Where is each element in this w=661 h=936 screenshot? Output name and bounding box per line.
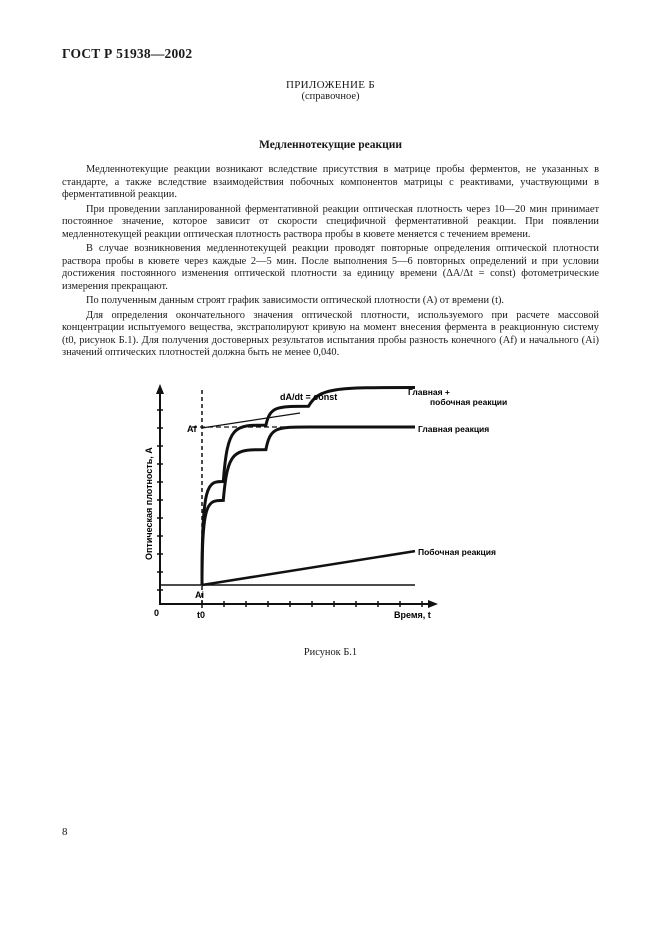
appendix-subtitle: (справочное)	[301, 91, 360, 102]
reaction-chart	[140, 380, 508, 630]
paragraph: По полученным данным строят график зависимости оптической плотности (A) от времени (t).	[86, 295, 505, 306]
paragraph: В случае возникновения медленнотекущей реакции проводят повторные определения оптической плотности раствора пробы в кювете через каждые 2—5 мин. После выполнения 5—6 повторных определений и при условии достижения постоянного изменения оптической плотности за единицу времени (ΔA/Δt = const) фотометрические измерения прекращают.	[62, 243, 599, 292]
series-label-main: Главная реакция	[418, 424, 490, 434]
series-label-main-plus-side: Главная + побочная реакции	[408, 387, 508, 407]
paragraph: Медленнотекущие реакции возникают вследствие присутствия в матрице пробы ферментов, не указанных в стандарте, а также вследствие взаимодействия побочных компонентов матрицы с реактивами, участвующими в ферментативной реакции.	[62, 164, 599, 200]
af-label: Af	[187, 424, 197, 434]
series-side	[202, 551, 415, 585]
section-title: Медленнотекущие реакции	[259, 139, 402, 151]
y-axis-arrow	[156, 384, 164, 394]
ai-label: Ai	[195, 590, 204, 600]
series-label-side: Побочная реакция	[418, 547, 496, 557]
body-text	[62, 164, 599, 362]
x-axis-label: Время, t	[394, 610, 431, 620]
figure-caption: Рисунок Б.1	[303, 647, 358, 658]
x-axis-arrow	[428, 600, 438, 608]
series-main	[202, 427, 415, 585]
slope-label: dA/dt = const	[280, 392, 338, 402]
figure-b1	[140, 380, 508, 635]
appendix-title: ПРИЛОЖЕНИЕ Б	[286, 79, 375, 91]
paragraph: Для определения окончательного значения оптической плотности, используемого при расчете массовой концентрации испытуемого вещества, экстраполируют кривую на момент внесения фермента в реакционную систему (t0, рисунок Б.1). Для получения достоверных результатов испытания пробы разность конечного (Af) и начального (Ai) значений оптических плотностей должна быть не менее 0,040.	[62, 309, 599, 358]
document-code: ГОСТ Р 51938—2002	[62, 46, 193, 61]
paragraph: При проведении запланированной ферментативной реакции оптическая плотность через 10—20 мин принимает постоянное значение, которое зависит от скорости специфичной ферментативной реакции. При появлении медленнотекущей реакции оптическая плотность раствора пробы в кювете меняется с течением времени.	[62, 203, 599, 240]
t0-label: t0	[197, 610, 206, 620]
origin-label: 0	[154, 608, 160, 618]
y-axis-label: Оптическая плотность, A	[144, 447, 154, 560]
page-number: 8	[62, 826, 68, 838]
